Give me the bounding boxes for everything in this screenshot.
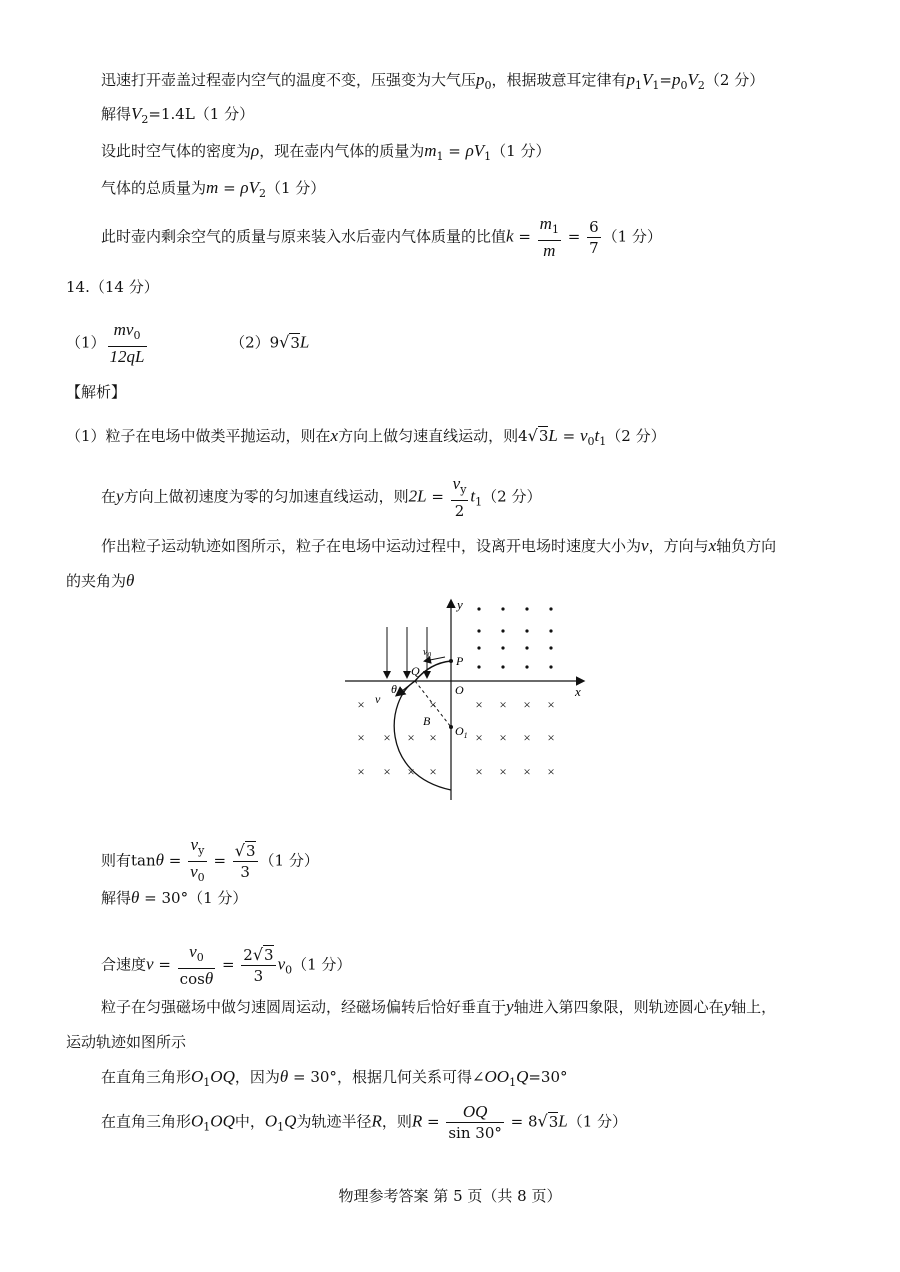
svg-text:×: ×: [547, 764, 555, 779]
text-line-total-mass: 气体的总质量为$m = \rho V_2(1$ 分）: [101, 178, 326, 200]
svg-text:×: ×: [357, 764, 365, 779]
label-v0: $v_0$: [423, 647, 431, 659]
label-P: P: [456, 654, 464, 668]
svg-text:×: ×: [475, 697, 483, 712]
text-line-x-motion: （1）粒子在电场中做类平抛运动，则在x方向上做匀速直线运动，则$4√3L = v_0t_1(2$ 分）: [66, 426, 666, 448]
fraction-mv0-12qL: $\frac{mv_0}{12qL}$: [109, 320, 145, 366]
text-line-geometry: 在直角三角形$O_1OQ$，因为θ = 30°，根据几何关系可得$\angle OO_1Q=30^\circ$: [101, 1067, 568, 1089]
svg-text:×: ×: [499, 697, 507, 712]
label-theta: θ: [391, 682, 397, 696]
svg-text:×: ×: [429, 764, 437, 779]
fraction-root3-3: $\frac{√3}{3}$: [234, 841, 256, 881]
label-Q: Q: [411, 664, 420, 678]
label-B: B: [423, 714, 431, 728]
fraction-v0-cos: $\frac{v_0}{\cos\theta}$: [179, 942, 214, 988]
svg-text:×: ×: [383, 764, 391, 779]
svg-text:×: ×: [523, 730, 531, 745]
answer-line: （1） $\frac{mv_0}{12qL}$ （2）9√3L: [66, 320, 310, 366]
text-line-v2: 解得$V_2=1.4L(1$ 分）: [101, 104, 255, 126]
text-line-radius: 在直角三角形$O_1OQ$中，$O_1Q$为轨迹半径R，则R = $\frac{OQ}{\sin 30^\circ}$ = 8√3L（1 分）: [101, 1102, 628, 1142]
fraction-OQ-sin30: $\frac{OQ}{\sin 30^\circ}$: [448, 1102, 502, 1142]
svg-text:×: ×: [547, 697, 555, 712]
point-O1: [449, 725, 453, 729]
velocity-arrow: [397, 681, 415, 695]
svg-text:×: ×: [523, 764, 531, 779]
text-line-boyle: 迅速打开壶盖过程壶内空气的温度不变，压强变为大气压$p_0$，根据玻意耳定律有$p_1V_1=p_0V_2(2$ 分）: [101, 70, 765, 92]
magnetic-field-crosses: [357, 697, 554, 779]
text-line-ratio: 此时壶内剩余空气的质量与原来装入水后壶内气体质量的比值k = $\frac{m_1}{m}$ = $\frac{6}{7}$ （1 分）: [101, 214, 662, 260]
svg-text:×: ×: [499, 730, 507, 745]
text-line-circular-motion: 粒子在匀强磁场中做匀速圆周运动，经磁场偏转后恰好垂直于y轴进入第四象限，则轨迹圆心在y轴上，: [101, 997, 777, 1016]
text-line-angle: 的夹角为θ: [66, 571, 135, 590]
magnetic-field-dots: [477, 607, 552, 668]
label-v: v: [375, 692, 381, 706]
fraction-m1-m: $\frac{m_1}{m}$: [539, 214, 559, 260]
svg-text:×: ×: [429, 730, 437, 745]
svg-text:×: ×: [357, 730, 365, 745]
svg-text:×: ×: [499, 764, 507, 779]
question-14-title: 14.（14 分）: [66, 278, 159, 296]
text-line-density: 设此时空气体的密度为ρ，现在壶内气体的质量为$m_1 = \rho V_1(1$ 分）: [101, 141, 551, 163]
circular-arc: [394, 681, 451, 790]
text-line-velocity: 合速度v = $\frac{v_0}{\cos\theta}$ = $\frac{2√3}{3}$ $v_0(1$ 分）: [101, 942, 352, 988]
fraction-2root3-3: $\frac{2√3}{3}$: [243, 945, 274, 985]
svg-text:×: ×: [547, 730, 555, 745]
analysis-heading: 【解析】: [66, 383, 127, 401]
fraction-6-7: $\frac{6}{7}$: [589, 218, 599, 257]
label-x: x: [575, 684, 581, 699]
svg-text:×: ×: [429, 697, 437, 712]
text-line-tan: 则有tanθ = $\frac{v_y}{v_0}$ = $\frac{√3}{3}$ （1 分）: [101, 835, 319, 888]
svg-text:×: ×: [523, 697, 531, 712]
svg-text:×: ×: [475, 730, 483, 745]
svg-text:×: ×: [357, 697, 365, 712]
svg-text:×: ×: [407, 730, 415, 745]
fraction-vy-v0: $\frac{v_y}{v_0}$: [190, 835, 205, 884]
parabolic-path: [415, 661, 451, 681]
fraction-vy-2: $\frac{v_y}{2}$: [452, 474, 467, 520]
text-line-y-motion: 在y方向上做初速度为零的匀加速直线运动，则2L = $\frac{v_y}{2}$ $t_1(2$ 分）: [101, 474, 542, 520]
label-O1: $O_1$: [455, 724, 468, 740]
page-footer: 物理参考答案 第 5 页（共 8 页）: [338, 1187, 562, 1205]
svg-text:×: ×: [475, 764, 483, 779]
label-y: y: [457, 597, 463, 612]
svg-text:×: ×: [407, 764, 415, 779]
svg-text:×: ×: [383, 730, 391, 745]
text-line-trajectory-2: 运动轨迹如图所示: [66, 1033, 187, 1051]
point-P: [449, 659, 453, 663]
label-O: O: [455, 683, 464, 697]
trajectory-figure: [335, 595, 595, 805]
text-line-trajectory: 作出粒子运动轨迹如图所示，粒子在电场中运动过程中，设离开电场时速度大小为v，方向与x轴负方向: [101, 536, 777, 555]
text-line-theta: 解得θ = 30°（1 分）: [101, 888, 248, 907]
